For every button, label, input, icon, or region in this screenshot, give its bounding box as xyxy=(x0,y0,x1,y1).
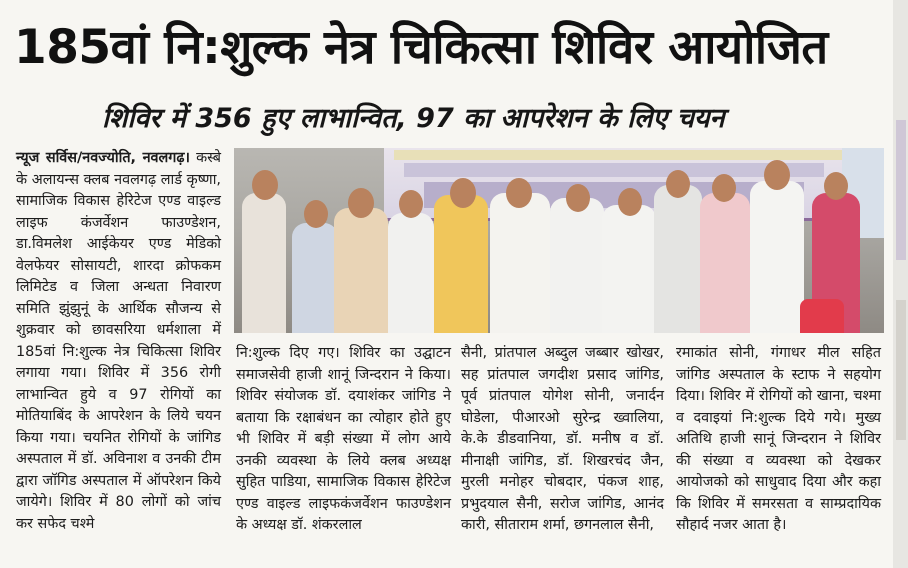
event-photo xyxy=(234,148,884,333)
person xyxy=(654,185,702,333)
person xyxy=(550,198,604,333)
adjacent-page-edge xyxy=(893,0,908,568)
article-column-4: रमाकांत सोनी, गंगाधर मील सहित जांगिड अस्पताल के स्टाफ ने सहयोग दिया। शिविर में रोगियों को खाना, चश्मा व दवाइयां नि:शुल्क दिये गये। मुख्य अतिथि हाजी सानूं जिन्दरान ने शिविर की संख्या व व्यवस्था को देखकर आयोजको को साधुवाद दिया और कहा कि शिविर में समरसता व साम्प्रदायिक सौहार्द नजर आता है। xyxy=(676,345,881,533)
person xyxy=(292,223,338,333)
article-column-3: सैनी, प्रांतपाल अब्दुल जब्बार खोखर, सह प्रांतपाल जगदीश प्रसाद जांगिड, पूर्व प्रांतपाल योगेश सोनी, जनार्दन घोडेला, पीआरओ सुरेन्द्र ख्वालिया, के.के डीडवानिया, डॉ. मनीष व डॉ. मीनाक्षी जांगिड, डॉ. शिखरचंद जैन, मुरली मनोहर चोबदार, पंकज शाह, प्रभुदयाल सैनी, सरोज जांगिड, आनंद कारी, सीताराम शर्मा, छगनलाल सैनी, xyxy=(461,345,664,533)
person xyxy=(490,193,550,333)
person xyxy=(434,195,488,333)
red-chair xyxy=(800,299,844,333)
person xyxy=(750,181,804,333)
column-1-text: कस्बे के अलायन्स क्लब नवलगढ़ लार्ड कृष्णा, सामाजिक विकास हेरिटेज एण्ड वाइल्ड लाइफ कंजर्वेशन फाउण्डेशन, डा.विमलेश आईकेयर एण्ड मेडिको वेलफेयर सोसायटी, शारदा क्रोफकम लिमिटेड व जिला अन्धता निवारण समिति झुंझुनूं के आर्थिक सौजन्य से शुक्रवार को छावसरिया धर्मशाला में 185वां नि:शुल्क नेत्र चिकित्सा शिविर लगाया गया। शिविर में 356 रोगी लाभान्वित हुये व 97 रोगियों का मोतियाबिंद के आपरेशन के लिये चयन किया गया। चयनित रोगियों के जांगिड अस्पताल में डॉ. अविनाश व उनकी टीम द्वारा जॉगिड अस्पताल में ऑपरेशन किये जायेगे। शिविर में 80 लोगों को जांच कर सफेद चश्मे xyxy=(16,150,221,532)
person xyxy=(388,213,434,333)
person xyxy=(334,208,388,333)
person xyxy=(602,205,656,333)
dateline: न्यूज सर्विस/नवज्योति, नवलगढ़। xyxy=(16,150,190,166)
person xyxy=(700,193,750,333)
person xyxy=(242,193,286,333)
article-column-1 xyxy=(16,148,221,535)
subheadline: शिविर में 356 हुए लाभान्वित, 97 का आपरेशन के लिए चयन xyxy=(102,103,725,134)
headline: 185वां नि:शुल्क नेत्र चिकित्सा शिविर आयोजित xyxy=(14,20,828,75)
article-column-2: नि:शुल्क दिए गए। शिविर का उद्घाटन समाजसेवी हाजी शानूं जिन्दरान ने किया। शिविर संयोजक डॉ. दयाशंकर जांगिड ने बताया कि रक्षाबंधन का त्योहार होते हुए भी शिविर में बड़ी संख्या में लोग आये उनकी व्यवस्था के लिये क्लब अध्यक्ष सुहित पाडिया, सामाजिक विकास हेरिटेज एण्ड वाइल्ड लाइफकंजर्वेशन फाउण्डेशन के अध्यक्ष डॉ. शंकरलाल xyxy=(236,345,451,533)
